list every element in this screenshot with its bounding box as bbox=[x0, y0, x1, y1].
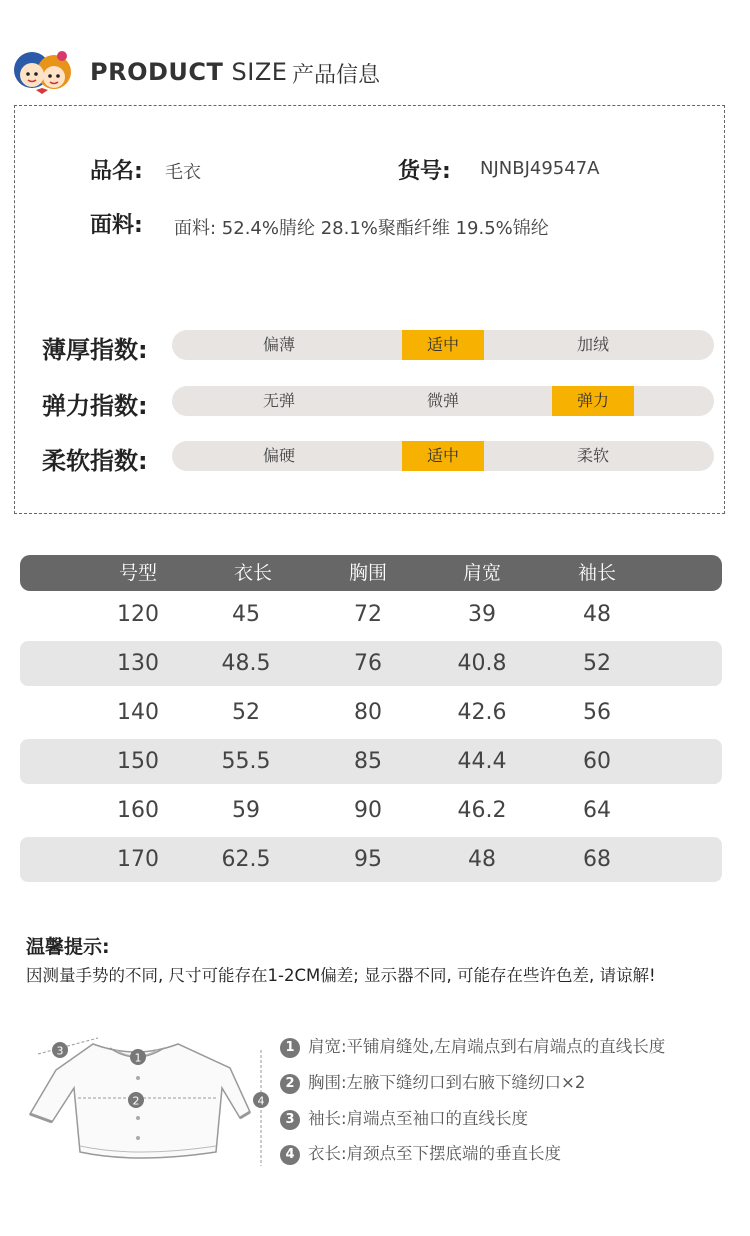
column-header-length: 衣长 bbox=[233, 562, 272, 584]
cell-shoulder: 44.4 bbox=[457, 749, 507, 774]
note-number-badge: 2 bbox=[280, 1074, 300, 1094]
softness-option-soft: 柔软 bbox=[576, 446, 609, 465]
cell-shoulder: 46.2 bbox=[457, 798, 507, 823]
thickness-option-fleece: 加绒 bbox=[576, 335, 609, 354]
diagram-marker-1: 1 bbox=[134, 1051, 142, 1065]
cell-chest: 76 bbox=[354, 651, 382, 676]
name-label: 品名: bbox=[90, 159, 143, 184]
cell-sleeve: 56 bbox=[583, 700, 611, 725]
diagram-marker-4: 4 bbox=[257, 1094, 265, 1108]
table-row bbox=[20, 837, 722, 882]
cell-size: 160 bbox=[117, 798, 159, 823]
cell-chest: 85 bbox=[354, 749, 382, 774]
column-header-chest: 胸围 bbox=[348, 562, 387, 584]
size-table-header bbox=[20, 555, 722, 591]
cell-chest: 72 bbox=[354, 602, 382, 627]
sku-label: 货号: bbox=[398, 159, 451, 184]
softness-index-label: 柔软指数: bbox=[42, 447, 148, 475]
softness-option-medium: 适中 bbox=[402, 441, 484, 471]
fabric-label: 面料: bbox=[90, 213, 143, 238]
note-text: 胸围:左腋下缝纫口到右腋下缝纫口×2 bbox=[308, 1073, 586, 1092]
cell-length: 62.5 bbox=[221, 847, 271, 872]
cell-size: 170 bbox=[117, 847, 159, 872]
elasticity-index-bar bbox=[172, 386, 714, 416]
thickness-index-bar bbox=[172, 330, 714, 360]
tips-text: 因测量手势的不同, 尺寸可能存在1-2CM偏差; 显示器不同, 可能存在些许色差, 请谅解! bbox=[26, 966, 656, 985]
cell-sleeve: 68 bbox=[583, 847, 611, 872]
cell-sleeve: 52 bbox=[583, 651, 611, 676]
cell-shoulder: 40.8 bbox=[457, 651, 507, 676]
note-text: 衣长:肩颈点至下摆底端的垂直长度 bbox=[308, 1144, 562, 1163]
cell-size: 150 bbox=[117, 749, 159, 774]
tips-title: 温馨提示: bbox=[26, 936, 110, 958]
note-number-badge: 3 bbox=[280, 1110, 300, 1130]
elasticity-option-slight: 微弹 bbox=[426, 391, 459, 410]
cell-length: 55.5 bbox=[221, 749, 271, 774]
note-text: 袖长:肩端点至袖口的直线长度 bbox=[308, 1109, 529, 1128]
diagram-marker-3: 3 bbox=[56, 1044, 64, 1058]
cell-chest: 95 bbox=[354, 847, 382, 872]
cell-shoulder: 39 bbox=[468, 602, 496, 627]
fabric-value: 面料: 52.4%腈纶 28.1%聚酯纤维 19.5%锦纶 bbox=[174, 218, 549, 239]
cell-chest: 90 bbox=[354, 798, 382, 823]
cell-shoulder: 48 bbox=[468, 847, 496, 872]
diagram-marker-2: 2 bbox=[132, 1094, 140, 1108]
table-row bbox=[20, 739, 722, 784]
cell-size: 120 bbox=[117, 602, 159, 627]
note-number-badge: 1 bbox=[280, 1038, 300, 1058]
cell-length: 59 bbox=[232, 798, 260, 823]
thickness-option-thin: 偏薄 bbox=[262, 335, 295, 354]
measurement-note bbox=[280, 1107, 528, 1131]
column-header-sleeve: 袖长 bbox=[577, 562, 616, 584]
cell-length: 45 bbox=[232, 602, 260, 627]
thickness-option-medium: 适中 bbox=[402, 330, 484, 360]
column-header-shoulder: 肩宽 bbox=[462, 562, 501, 584]
cell-length: 52 bbox=[232, 700, 260, 725]
elasticity-option-stretch: 弹力 bbox=[552, 386, 634, 416]
table-row bbox=[20, 788, 722, 833]
cell-chest: 80 bbox=[354, 700, 382, 725]
name-value: 毛衣 bbox=[165, 162, 201, 183]
cell-size: 130 bbox=[117, 651, 159, 676]
thickness-index-label: 薄厚指数: bbox=[42, 336, 148, 364]
measurement-note bbox=[280, 1071, 585, 1095]
cell-sleeve: 60 bbox=[583, 749, 611, 774]
table-row bbox=[20, 690, 722, 735]
brand-logo bbox=[10, 44, 76, 100]
page-subtitle: 产品信息 bbox=[292, 63, 381, 88]
table-row bbox=[20, 592, 722, 637]
note-number-badge: 4 bbox=[280, 1145, 300, 1165]
elasticity-option-none: 无弹 bbox=[262, 391, 295, 410]
page-title: PRODUCT SIZE bbox=[90, 58, 288, 86]
elasticity-index-label: 弹力指数: bbox=[42, 392, 148, 420]
cell-length: 48.5 bbox=[221, 651, 271, 676]
table-row bbox=[20, 641, 722, 686]
sku-value: NJNBJ49547A bbox=[480, 158, 600, 179]
cell-size: 140 bbox=[117, 700, 159, 725]
measurement-note bbox=[280, 1035, 665, 1059]
note-text: 肩宽:平铺肩缝处,左肩端点到右肩端点的直线长度 bbox=[308, 1037, 666, 1056]
softness-index-bar bbox=[172, 441, 714, 471]
column-header-size: 号型 bbox=[118, 562, 157, 584]
cell-sleeve: 48 bbox=[583, 602, 611, 627]
measurement-note bbox=[280, 1142, 561, 1166]
cell-shoulder: 42.6 bbox=[457, 700, 507, 725]
cell-sleeve: 64 bbox=[583, 798, 611, 823]
softness-option-hard: 偏硬 bbox=[262, 446, 295, 465]
garment-measurement-diagram bbox=[18, 1030, 278, 1180]
